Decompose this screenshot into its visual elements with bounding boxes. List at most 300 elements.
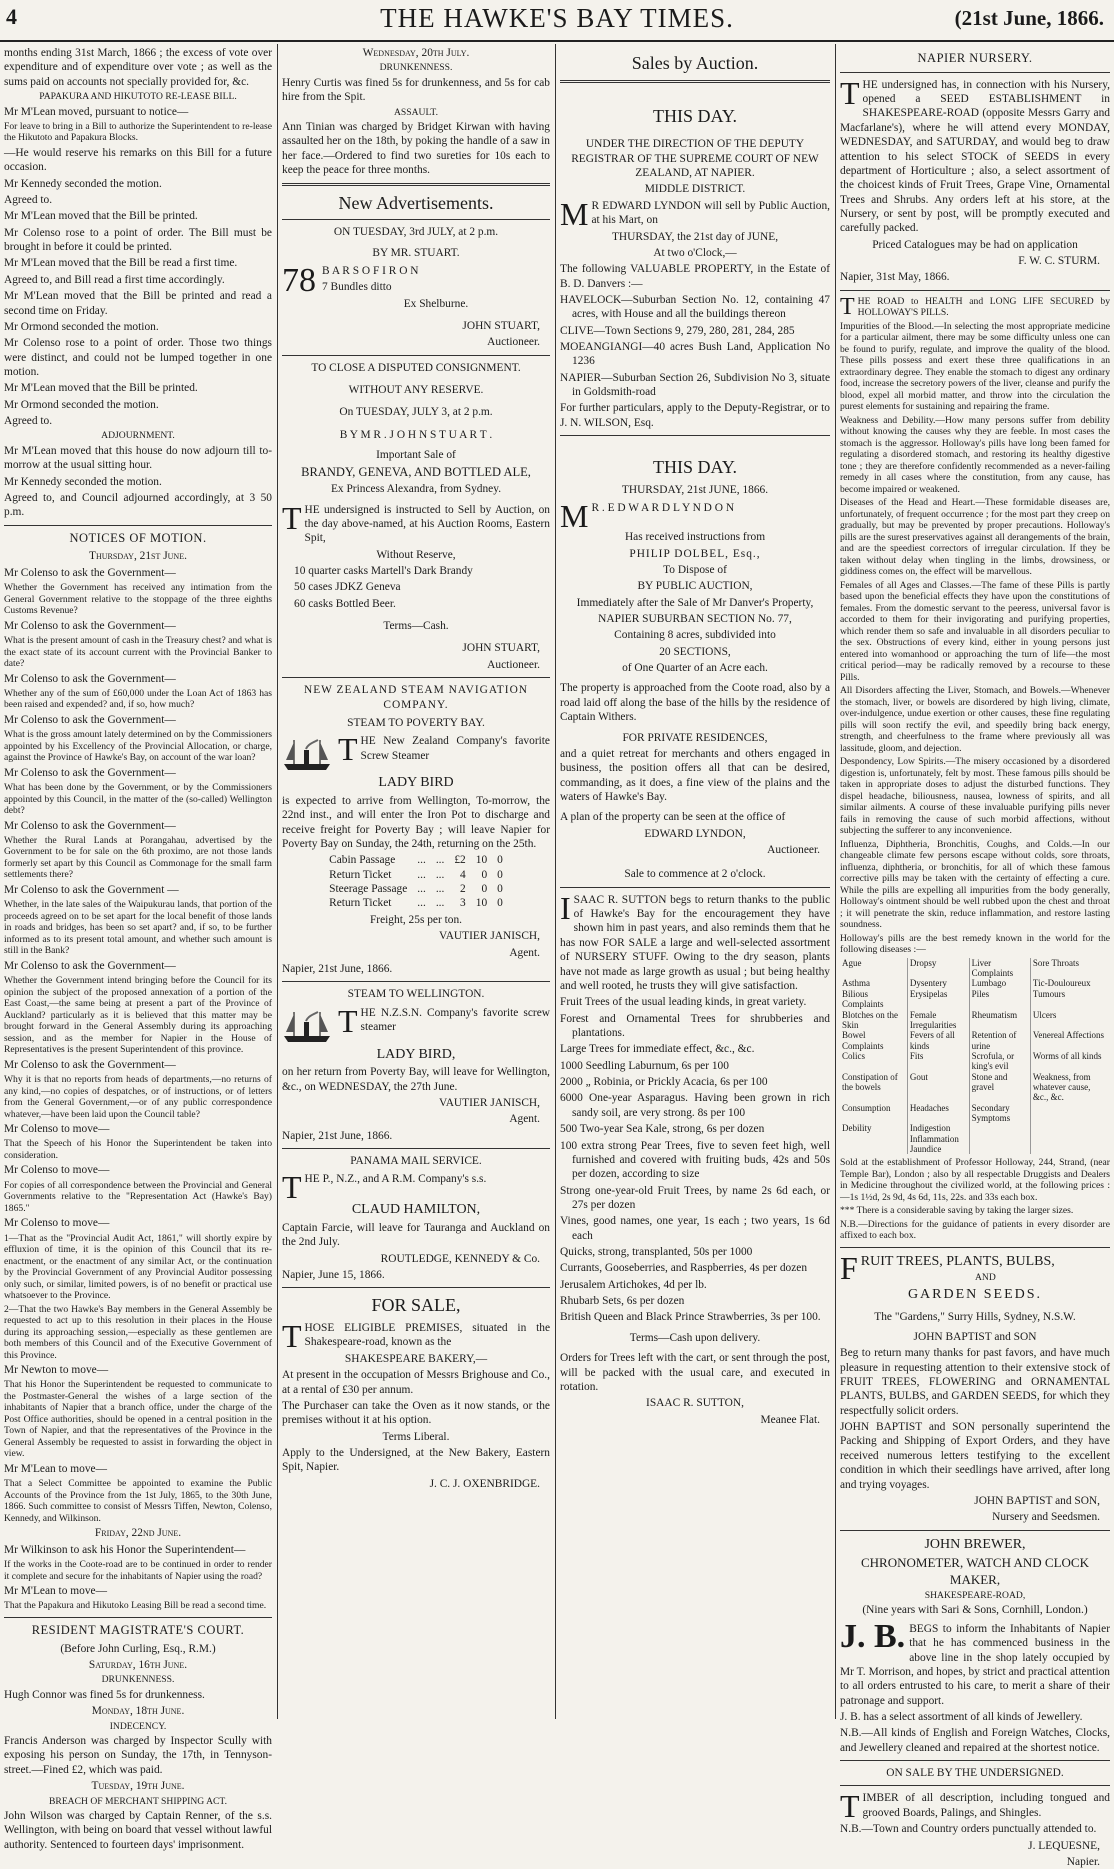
ad-line: B Y M R . J O H N S T U A R T . bbox=[339, 428, 493, 441]
signature-title: Auctioneer. bbox=[487, 658, 540, 671]
fare-cell: ... bbox=[417, 883, 426, 896]
fare-cell: 4 bbox=[460, 868, 466, 881]
fare-cell: Cabin Passage bbox=[329, 854, 396, 867]
section-heading: NOTICES OF MOTION. bbox=[69, 530, 207, 545]
drop-cap: T bbox=[840, 293, 855, 320]
motion-text: That the Papakura and Hikutoko Leasing Bill be read a second time. bbox=[4, 1600, 267, 1612]
ad-text: J. B. has a select assortment of all kinds of Jewellery. bbox=[840, 1710, 1083, 1723]
list-item: Quicks, strong, transplanted, 50s per 1000 bbox=[560, 1246, 753, 1259]
fare-row bbox=[324, 882, 508, 896]
list-item: MOEANGIANGI—40 acres Bush Land, Application No 1236 bbox=[560, 341, 830, 368]
motion-text: That a Select Committee be appointed to examine the Public Accounts of the Province from the 1st July, 1865, to the 30th June, 1866. Such committee to consist of Messrs Tiffen, Newton, Colenso, Kennedy, and Wilkinson. bbox=[4, 1478, 272, 1524]
ad-text: SAAC R. SUTTON begs to return thanks to the public of Hawke's Bay for the encouragement they have shown him in past years, and also reminds them that he has now FOR SALE a large and well-selected assortment of NURSERY STUFF. Owing to the dry season, plants have not made as large growth as usual ; but being healthy and well rooted, he trusts they will give satisfaction. bbox=[560, 893, 830, 992]
motion-text: What has been done by the Government, or by the Commissioners appointed by this Council, in the matter of the (so-called) Wellington debt? bbox=[4, 782, 272, 817]
divider bbox=[840, 1785, 1110, 1786]
motion-text: For leave to bring in a Bill to authorize the Superintendent to re-lease the Hikutoto and Papakura Blocks. bbox=[4, 120, 272, 144]
disease-cell: Colics bbox=[842, 1050, 866, 1061]
ad-heading: NEW ZEALAND STEAM NAVIGATION COMPANY. bbox=[303, 684, 529, 711]
dateline: Napier, 21st June, 1866. bbox=[282, 962, 393, 975]
disease-cell: Gout bbox=[907, 1072, 969, 1103]
ad-line: Containing 8 acres, subdivided into bbox=[614, 629, 776, 642]
ad-text: R . E D W A R D L Y N D O N bbox=[591, 502, 735, 515]
disease-cell: Debility bbox=[842, 1123, 872, 1134]
ad-line: STEAM TO POVERTY BAY. bbox=[347, 716, 485, 729]
ad-line: PHILIP DOLBEL, Esq., bbox=[629, 547, 761, 560]
paragraph: Mr M'Lean moved that the Bill be read a first time. bbox=[4, 257, 238, 270]
disease-row bbox=[840, 989, 1110, 1010]
motion-mover: Mr Colenso to move— bbox=[4, 1164, 110, 1177]
signature-title: Meanee Flat. bbox=[760, 1413, 820, 1426]
ad-line: Immediately after the Sale of Mr Danver's Property, bbox=[576, 596, 814, 609]
disease-cell bbox=[1030, 1144, 1110, 1154]
ad-line: ON TUESDAY, 3rd JULY, at 2 p.m. bbox=[333, 226, 499, 239]
ad-line: NAPIER SUBURBAN SECTION No. 77, bbox=[598, 613, 792, 625]
signature-title: Agent. bbox=[509, 1113, 540, 1126]
signature: ROUTLEDGE, KENNEDY & Co. bbox=[380, 1252, 540, 1265]
divider bbox=[840, 290, 1110, 291]
divider bbox=[282, 219, 550, 220]
motion-text: What is the gross amount lately determined on by the Commissioners appointed by his Excellency of the Provincial Allocation, or charge, against the Province of Hawke's Bay, on account of the war loan? bbox=[4, 729, 272, 764]
motion-mover: Mr Colenso to ask the Government— bbox=[4, 713, 176, 726]
column-2 bbox=[282, 46, 550, 1716]
motion-mover: Mr Colenso to move— bbox=[4, 1123, 110, 1136]
signature-title: Agent. bbox=[509, 946, 540, 959]
dateline: Napier, 31st May, 1866. bbox=[840, 271, 950, 284]
motion-mover: Mr Colenso to ask the Government— bbox=[4, 566, 176, 579]
paragraph: Agreed to. bbox=[4, 194, 53, 207]
ad-text: *** There is a considerable saving by taking the larger sizes. bbox=[840, 1205, 1074, 1217]
column-4 bbox=[840, 46, 1110, 1868]
fare-cell: £2 bbox=[454, 854, 466, 867]
disease-row bbox=[840, 978, 1110, 988]
section-heading: Sales by Auction. bbox=[631, 53, 759, 73]
divider bbox=[4, 525, 272, 526]
list-item: Currants, Gooseberries, and Raspberries, 4s per dozen bbox=[560, 1262, 808, 1275]
divider bbox=[560, 435, 830, 436]
ad-line: 7 Bundles ditto bbox=[322, 281, 392, 294]
ad-text: The Purchaser can take the Oven as it now stands, or the premises without it at his option. bbox=[282, 1399, 550, 1427]
list-item: Forest and Ornamental Trees for shrubberies and plantations. bbox=[560, 1012, 830, 1039]
ad-text: and a quiet retreat for merchants and others engaged in business, the position offers all that can be desired, commanding, as it does, a fine view of the plains and the waters of Hawke's Bay. bbox=[560, 747, 830, 803]
list-item: 1000 Seedling Laburnum, 6s per 100 bbox=[560, 1059, 729, 1072]
motion-mover: Mr Colenso to ask the Government— bbox=[4, 1058, 176, 1071]
signature-title: Nursery and Seedsmen. bbox=[992, 1511, 1100, 1524]
drop-cap: T bbox=[282, 1318, 302, 1355]
subheading: DRUNKENNESS. bbox=[101, 1674, 175, 1686]
fare-cell: ... bbox=[417, 868, 426, 881]
disease-cell: Female Irregularities bbox=[907, 1010, 969, 1031]
divider bbox=[560, 80, 830, 83]
fare-row bbox=[324, 853, 508, 867]
ad-text: HE N.Z.S.N. Company's favorite screw steamer bbox=[360, 1006, 550, 1033]
subheading: INDECENCY. bbox=[109, 1720, 167, 1732]
column-rule bbox=[277, 44, 278, 1719]
disease-row bbox=[840, 1144, 1110, 1154]
fare-cell: ... bbox=[435, 868, 445, 881]
subheading: ASSAULT. bbox=[394, 106, 438, 118]
ad-text: BEGS to inform the Inhabitants of Napier that he has commenced business in the above line in the shop lately occupied by Mr T. Morrison, and hopes, by strict and practical attention to all orders entrusted to his care, to merit a share of their patronage and support. bbox=[840, 1622, 1110, 1707]
disease-cell: Liver Complaints bbox=[969, 958, 1030, 979]
ad-line: Freight, 25s per ton. bbox=[369, 913, 463, 926]
ad-text: is expected to arrive from Wellington, To-morrow, the 22nd inst., and will enter the Iron Pot to discharge and receive freight for Poverty Bay ; will leave Napier for Poverty Bay on Sunday, the 24th, returning on the 25th. bbox=[282, 794, 550, 850]
ad-text: on her return from Poverty Bay, will leave for Wellington, &c., on WEDNESDAY, the 27th June. bbox=[282, 1066, 550, 1093]
divider bbox=[282, 183, 550, 186]
ad-line: The "Gardens," Surry Hills, Sydney, N.S.W. bbox=[874, 1310, 1076, 1323]
divider bbox=[282, 355, 550, 356]
fare-cell: 0 bbox=[497, 897, 503, 910]
ad-text: Weakness and Debility.—How many persons suffer from debility without knowing the causes why they are feeble. In most cases the stomach is the aggressor. Holloway's pills have long been famed for regulating a disordered stomach, and restoring its healthy digestive tone ; they are therefore confidently recommended as a never-failing remedy in all cases where the constitution, from any cause, has become impaired or weakened. bbox=[840, 414, 1110, 495]
list-item: NAPIER—Suburban Section 26, Subdivision No 3, situate in Goldsmith-road bbox=[560, 371, 830, 399]
disease-cell: Piles bbox=[969, 989, 1030, 1010]
subheading: Tuesday, 19th June. bbox=[91, 1780, 185, 1793]
ad-line: Priced Catalogues may be had on application bbox=[872, 238, 1078, 251]
ad-heading: STEAM TO WELLINGTON. bbox=[347, 988, 485, 1001]
paragraph: Mr Ormond seconded the motion. bbox=[4, 320, 159, 333]
disease-cell: Bowel Complaints bbox=[842, 1030, 884, 1051]
ad-line: FOR PRIVATE RESIDENCES, bbox=[622, 731, 768, 744]
ad-text: Holloway's pills are the best remedy known in the world for the following diseases :— bbox=[840, 932, 1110, 956]
ad-line: of One Quarter of an Acre each. bbox=[622, 662, 768, 675]
column-1 bbox=[4, 46, 272, 1851]
paragraph: Agreed to, and Bill read a first time accordingly. bbox=[4, 273, 225, 286]
ad-text: IMBER of all description, including tongued and grooved Boards, Palings, and Shingles. bbox=[862, 1792, 1110, 1819]
ad-text: Impurities of the Blood.—In selecting the most appropriate medicine for a particular ailment, there may be some difficulty unless one can be found to purify, regulate, and improve the quality of the blood. These pills possess and exert these three qualifications in an extraordinary degree. They enable the stomach to digest any ordinary food, increase the secretory powers of the liver, cleanse and purify the blood, expel all morbid matter, and throw into the circulation the purest elements for sustaining and repairing the frame. bbox=[840, 320, 1110, 413]
list-item: Strong one-year-old Fruit Trees, by name 2s 6d each, or 27s per dozen bbox=[560, 1184, 830, 1211]
drop-cap: T bbox=[840, 74, 860, 111]
motion-text: 2—That the two Hawke's Bay members in the General Assembly be requested to act up to this resolution in their places in the House during its approaching session,—especially as these gentlemen are both members of this Council and of the Executive Government of this Province. bbox=[4, 1303, 272, 1361]
disease-cell: Worms of all kinds bbox=[1030, 1051, 1110, 1072]
fare-cell: Return Ticket bbox=[329, 868, 392, 881]
disease-cell: Bilious Complaints bbox=[842, 988, 884, 1010]
ad-text: Orders for Trees left with the cart, or sent through the post, will be packed with the usual care, and executed in rotation. bbox=[560, 1352, 830, 1393]
newspaper-title: THE HAWKE'S BAY TIMES. bbox=[380, 3, 734, 33]
motion-mover: Mr Colenso to ask the Government— bbox=[4, 619, 176, 632]
disease-cell: Jaundice bbox=[907, 1144, 969, 1154]
signature-title: Napier. bbox=[1066, 1855, 1100, 1868]
ad-text: Influenza, Diphtheria, Bronchitis, Coughs, and Colds.—In our changeable climate few persons escape without colds, sore throats, influenza, diphtheria, or bronchitis, for all of which these famous corrective pills may be taken with the certainty of effecting a cure. While the pills are expelling all impurities from the body generally, Holloway's ointment should be well rubbed upon the chest and throat ; it will penetrate the skin, reduce inflammation, and restore lasting soundness. bbox=[840, 838, 1110, 931]
disease-row bbox=[840, 1134, 1110, 1144]
disease-cell: Sore Throats bbox=[1030, 958, 1110, 979]
subheading: Monday, 18th June. bbox=[91, 1705, 185, 1718]
ad-line: Ex Princess Alexandra, from Sydney. bbox=[330, 483, 502, 496]
motion-text: That his Honor the Superintendent be requested to communicate to the Postmaster-General the wishes of a large section of the inhabitants of Napier that a branch office, under the charge of the Post Office authorities, should be opened in a central position in the Town of Napier, and that the representatives of the Province in the General Assembly be requested to assist in forwarding the object in view. bbox=[4, 1379, 272, 1460]
signature: ISAAC R. SUTTON, bbox=[646, 1397, 744, 1410]
drop-cap: T bbox=[282, 1169, 302, 1206]
ad-text: HOSE ELIGIBLE PREMISES, situated in the Shakespeare-road, known as the bbox=[304, 1322, 550, 1349]
paragraph: Agreed to, and Council adjourned accordingly, at 3 50 p.m. bbox=[4, 491, 272, 519]
ad-text: N.B.—Directions for the guidance of patients in every disorder are affixed to each box. bbox=[840, 1218, 1110, 1242]
ship-name: CLAUD HAMILTON, bbox=[351, 1202, 481, 1218]
fare-row bbox=[324, 896, 508, 910]
disease-cell: Rheumatism bbox=[969, 1010, 1030, 1031]
motion-text: That the Speech of his Honor the Superintendent be taken into consideration. bbox=[4, 1138, 272, 1161]
paragraph: Ann Tinian was charged by Bridget Kirwan with having assaulted her on the 18th, by poking the handle of a saw in her face.—Ordered to find two sureties for 10s each to keep the peace for three months. bbox=[282, 121, 550, 177]
fare-cell: Steerage Passage bbox=[329, 883, 408, 896]
fare-cell: ... bbox=[435, 897, 445, 910]
list-item: HAVELOCK—Suburban Section No. 12, containing 47 acres, with House and all the buildings thereon bbox=[560, 293, 830, 321]
paragraph: Hugh Connor was fined 5s for drunkenness. bbox=[4, 1688, 205, 1701]
divider bbox=[4, 1617, 272, 1618]
ad-line: BRANDY, GENEVA, AND BOTTLED ALE, bbox=[301, 464, 531, 479]
ship-name: LADY BIRD, bbox=[376, 1046, 456, 1062]
divider bbox=[560, 887, 830, 888]
subheading: (Before John Curling, Esq., R.M.) bbox=[60, 1642, 216, 1655]
fare-cell: 0 bbox=[497, 883, 503, 896]
ad-line: Terms Liberal. bbox=[382, 1430, 450, 1443]
ad-line: Without Reserve, bbox=[376, 548, 456, 561]
ad-text: All Disorders affecting the Liver, Stomach, and Bowels.—Whenever the stomach, liver, or bowels are disordered by high living, climate, over-indulgence, undue exertion or other causes, these fine regulating pills will soon rectify the evil, and speedily bring back energy, strength, and cheerfulness to the frame where previously all was lassitude, gloom, and dejection. bbox=[840, 685, 1110, 754]
paragraph: Mr M'Lean moved that the Bill be printed. bbox=[4, 210, 198, 223]
fare-row bbox=[324, 868, 508, 882]
ad-line: THURSDAY, 21st JUNE, 1866. bbox=[621, 483, 769, 496]
motion-text: Whether the Government intend bringing before the Council for its opinion the subject of the proposed annexation of a portion of the East Coast,—the same being at present a part of the Province of Auckland? particularly as it is believed that this matter may be brought forward in the General Assembly during its approaching session, and as the member for Napier in the House of Representatives is the present Superintendent of this province. bbox=[4, 975, 272, 1056]
paragraph: John Wilson was charged by Captain Renner, of the s.s. Wellington, with being on board that vessel without lawful authority. Sentenced to fourteen days' imprisonment. bbox=[4, 1810, 272, 1851]
disease-cell: Stone and gravel bbox=[969, 1072, 1030, 1103]
initials-mark: J. B. bbox=[840, 1617, 906, 1655]
ad-text: HE New Zealand Company's favorite Screw Steamer bbox=[360, 735, 550, 762]
motion-text: What is the present amount of cash in the Treasury chest? and what is the exact state of its account current with the Provincial Banker to date? bbox=[4, 635, 272, 670]
disease-cell: Consumption bbox=[842, 1102, 891, 1113]
ad-heading: PANAMA MAIL SERVICE. bbox=[350, 1155, 482, 1167]
disease-cell bbox=[840, 1144, 907, 1154]
paragraph: Mr M'Lean moved, pursuant to notice— bbox=[4, 105, 189, 118]
divider bbox=[840, 1247, 1110, 1248]
disease-row bbox=[840, 1123, 1110, 1133]
ad-line: UNDER THE DIRECTION OF THE DEPUTY REGISTRAR OF THE SUPREME COURT OF NEW ZEALAND, AT NAPIER. bbox=[571, 138, 819, 180]
list-item: British Queen and Black Prince Strawberries, 3s per 100. bbox=[560, 1311, 821, 1324]
ad-line: Important Sale of bbox=[376, 449, 456, 462]
disease-cell: Ague bbox=[842, 957, 862, 968]
fare-cell: ... bbox=[435, 854, 445, 867]
ad-heading: THIS DAY. bbox=[652, 105, 738, 126]
subheading: Saturday, 16th June. bbox=[88, 1659, 188, 1672]
drop-cap: T bbox=[338, 1002, 358, 1039]
signature: JOHN BAPTIST and SON, bbox=[974, 1494, 1100, 1507]
disease-cell bbox=[840, 1134, 907, 1144]
paragraph: Mr Colenso rose to a point of order. The Bill must be brought in before it could be printed. bbox=[4, 226, 272, 254]
disease-cell: Tic-Douloureux bbox=[1030, 978, 1110, 988]
motion-mover: Mr M'Lean to move— bbox=[4, 1462, 107, 1475]
fare-cell: 0 bbox=[481, 883, 488, 896]
paragraph: Mr Colenso rose to a point of order. Those two things were distinct, and could not be lumped together in one motion. bbox=[4, 337, 272, 378]
fare-cell: 10 bbox=[475, 854, 488, 867]
disease-cell: Asthma bbox=[842, 978, 870, 989]
iron-bars-lot bbox=[282, 261, 550, 299]
disease-row bbox=[840, 958, 1110, 979]
fare-cell: 2 bbox=[460, 883, 466, 896]
ad-line: AND bbox=[975, 1272, 996, 1284]
list-item: 60 casks Bottled Beer. bbox=[294, 597, 396, 610]
disease-cell: Scrofula, or king's evil bbox=[969, 1051, 1030, 1072]
motion-mover: Mr Colenso to ask the Government— bbox=[4, 766, 176, 779]
disease-cell bbox=[969, 1144, 1030, 1154]
fare-cell: 0 bbox=[481, 868, 488, 881]
list-item: Fruit Trees of the usual leading kinds, in great variety. bbox=[560, 996, 807, 1009]
signature: VAUTIER JANISCH, bbox=[438, 1096, 540, 1109]
disease-row bbox=[840, 1072, 1110, 1103]
steamship-icon bbox=[282, 1008, 334, 1046]
section-heading: New Advertisements. bbox=[338, 192, 494, 213]
disease-cell: Fevers of all kinds bbox=[907, 1030, 969, 1051]
ad-line: WITHOUT ANY RESERVE. bbox=[348, 384, 484, 397]
dateline: Napier, June 15, 1866. bbox=[282, 1269, 385, 1282]
signature: F. W. C. STURM. bbox=[1018, 255, 1100, 268]
list-item: Vines, good names, one year, 1s each ; two years, 1s 6d each bbox=[560, 1215, 830, 1242]
motion-mover: Mr Colenso to ask the Government— bbox=[4, 672, 176, 685]
ad-line: SHAKESPEARE-ROAD, bbox=[924, 1589, 1026, 1601]
list-item: Jerusalem Artichokes, 4d per lb. bbox=[560, 1278, 707, 1291]
section-heading: ADJOURNMENT. bbox=[101, 430, 175, 442]
signature: EDWARD LYNDON, bbox=[644, 827, 746, 840]
disease-row bbox=[840, 1010, 1110, 1031]
ad-heading: JOHN BREWER, bbox=[924, 1536, 1026, 1552]
subheading: BREACH OF MERCHANT SHIPPING ACT. bbox=[49, 1795, 227, 1807]
signature: J. C. J. OXENBRIDGE. bbox=[429, 1477, 540, 1490]
motion-mover: Mr M'Lean to move— bbox=[4, 1585, 107, 1598]
signature: JOHN STUART, bbox=[462, 319, 540, 332]
ad-text: JOHN BAPTIST and SON personally superintend the Packing and Shipping of Export Orders, and they have received numerous letters testifying to the excellent condition in which their seedlings have arrived, after long and trying voyages. bbox=[840, 1421, 1110, 1491]
disease-cell: Indigestion bbox=[907, 1123, 969, 1133]
disease-cell: Secondary Symptoms bbox=[969, 1103, 1030, 1124]
drop-cap: T bbox=[840, 1788, 860, 1825]
ad-text: At present in the occupation of Messrs Brighouse and Co., at a rental of £30 per annum. bbox=[282, 1369, 550, 1396]
fare-cell: Return Ticket bbox=[329, 897, 392, 910]
paragraph: Mr M'Lean moved that this house do now adjourn till to-morrow at the usual sitting hour. bbox=[4, 444, 272, 472]
ad-heading: NAPIER NURSERY. bbox=[917, 51, 1033, 65]
list-item: 100 extra strong Pear Trees, five to seven feet high, well furnished and covered with fruiting buds, 42s and 50s per dozen, according to size bbox=[560, 1139, 830, 1181]
subheading: Wednesday, 20th July. bbox=[362, 47, 470, 59]
disease-cell bbox=[1030, 1123, 1110, 1133]
ad-line: BY MR. STUART. bbox=[372, 246, 460, 259]
motion-mover: Mr Wilkinson to ask his Honor the Superintendent— bbox=[4, 1543, 246, 1556]
divider bbox=[840, 72, 1110, 73]
signature: VAUTIER JANISCH, bbox=[438, 930, 540, 943]
ad-text: N.B.—Town and Country orders punctually attended to. bbox=[840, 1823, 1097, 1836]
ad-text: Captain Farcie, will leave for Tauranga and Auckland on the 2nd July. bbox=[282, 1221, 550, 1249]
ad-text: Females of all Ages and Classes.—The fame of these Pills is partly based upon the beneficial effects they have upon the constitutions of females. From the domestic servant to the peeress, universal favor is accorded to them for their invigorating and purifying properties, which render them so safe and invaluable in all disorders peculiar to the sex. Obstructions of every kind, either in young persons just entered into womanhood or approaching the turn of life—the most critical period—may be radically removed by a recourse to these Pills. bbox=[840, 579, 1110, 683]
ad-text: HE undersigned has, in connection with his Nursery, opened a SEED ESTABLISHMENT in SHAKESPEARE-ROAD (opposite Messrs Garry and Macfarlane's), where he will attend every MONDAY, WEDNESDAY, and SATURDAY, and would beg to draw attention to his select STOCK of SEEDS in every department of Horticulture ; also, a select assortment of the choicest kinds of Fruit Trees, Grape Vine, Ornamental Trees and Shrubs. Any orders left at his store, at the Nursery, or sent by post, will be promptly executed and carefully packed. bbox=[840, 78, 1110, 235]
disease-cell: Fits bbox=[907, 1051, 969, 1072]
ship-name: LADY BIRD bbox=[378, 775, 454, 791]
ad-line: SHAKESPEARE BAKERY,— bbox=[344, 1352, 488, 1365]
ad-line: 20 SECTIONS, bbox=[659, 645, 731, 658]
disease-cell bbox=[1030, 1103, 1110, 1124]
drop-cap: T bbox=[338, 731, 358, 768]
disease-cell: Ulcers bbox=[1030, 1010, 1110, 1031]
steamship-icon bbox=[282, 736, 334, 774]
ad-line: Terms—Cash. bbox=[383, 620, 449, 633]
signature: JOHN STUART, bbox=[462, 642, 540, 655]
ad-line: Sale to commence at 2 o'clock. bbox=[624, 868, 766, 881]
fare-cell: 0 bbox=[497, 854, 503, 867]
fare-cell: ... bbox=[417, 854, 426, 867]
divider bbox=[282, 1287, 550, 1288]
paragraph: —He would reserve his remarks on this Bill for a future occasion. bbox=[4, 146, 272, 174]
paragraph: Agreed to. bbox=[4, 415, 53, 428]
disease-row bbox=[840, 1051, 1110, 1072]
ad-heading: RUIT TREES, PLANTS, BULBS, bbox=[860, 1253, 1055, 1269]
ad-text: The property is approached from the Coote road, also by a road laid off along the base of the hills by the residence of Captain Withers. bbox=[560, 682, 830, 724]
ad-line: THURSDAY, the 21st day of JUNE, bbox=[611, 230, 779, 243]
page-number: 4 bbox=[6, 4, 17, 29]
signature-title: Auctioneer. bbox=[767, 844, 820, 857]
signature: J. LEQUESNE, bbox=[1028, 1839, 1100, 1852]
paragraph: months ending 31st March, 1866 ; the excess of vote over expenditure and of expenditure over vote ; as well as the sums paid on accounts not specially provided for, &c. bbox=[4, 47, 272, 88]
drop-cap: I bbox=[560, 889, 571, 926]
motion-text: For copies of all correspondence between the Provincial and General Governments relative to the "Representation Act (Hawke's Bay) 1865." bbox=[4, 1179, 272, 1214]
disease-cell: Venereal Affections bbox=[1030, 1030, 1110, 1051]
ad-line: Has received instructions from bbox=[624, 531, 766, 544]
disease-cell: Dropsy bbox=[907, 958, 969, 979]
ad-text: Beg to return many thanks for past favors, and have much pleasure in requesting attention to their extensive stock of FRUIT TREES, FLOWERING and ORNAMENTAL PLANTS, BULBS, and GARDEN SEEDS, for which they respectfully solicit orders. bbox=[840, 1347, 1110, 1417]
ad-text: HE P., N.Z., and A R.M. Company's s.s. bbox=[304, 1173, 487, 1186]
ad-heading: CHRONOMETER, WATCH AND CLOCK MAKER, bbox=[861, 1555, 1089, 1587]
list-item: 50 cases JDKZ Geneva bbox=[294, 581, 401, 594]
subheading: Friday, 22nd June. bbox=[94, 1527, 182, 1540]
motion-text: Why it is that no reports from heads of departments,—no returns of any kind,—no copies of despatches, or of instructions, or of letters from the General Government,—or of any public correspondence whatever,—have been laid upon the Council table? bbox=[4, 1074, 272, 1120]
diseases-table bbox=[840, 958, 1110, 1155]
disease-cell: Lumbago bbox=[969, 978, 1030, 988]
ad-line: Ex Shelburne. bbox=[403, 297, 469, 310]
list-item: 10 quarter casks Martell's Dark Brandy bbox=[294, 565, 473, 578]
ad-heading: THIS DAY. bbox=[652, 457, 738, 478]
disease-cell: Blotches on the Skin bbox=[842, 1009, 898, 1030]
motion-mover: Mr Colenso to ask the Government— bbox=[4, 959, 176, 972]
disease-cell bbox=[969, 1134, 1030, 1144]
disease-cell: Dysentery bbox=[907, 978, 969, 988]
motion-text: Whether the Government has received any intimation from the General Government relative to the stoppage of the three eighths Customs Revenue? bbox=[4, 582, 272, 617]
list-item: Rhubarb Sets, 6s per dozen bbox=[560, 1295, 685, 1308]
ad-text: Apply to the Undersigned, at the New Bakery, Eastern Spit, Napier. bbox=[282, 1446, 550, 1474]
divider bbox=[282, 981, 550, 982]
motion-text: Whether the Rural Lands at Porangahau, advertised by the Government to be for sale on the 6th proximo, are not those lands formerly set apart by this Council as Commonage for the small farm settlements there? bbox=[4, 834, 272, 881]
ad-text: Sold at the establishment of Professor Holloway, 244, Strand, (near Temple Bar), London ; also by all respectable Druggists and Dealers in Medicine throughout the civilized world, at the following prices :—1s 1½d, 2s 9d, 4s 6d, 11s, 22s. and 33s each box. bbox=[840, 1157, 1110, 1203]
ad-text: R EDWARD LYNDON will sell by Public Auction, at his Mart, on bbox=[591, 199, 830, 227]
motion-mover: Mr Colenso to ask the Government — bbox=[4, 883, 179, 896]
motion-mover: Mr Newton to move— bbox=[4, 1364, 109, 1377]
lot-number: 78 bbox=[282, 261, 316, 299]
disease-cell: Inflammation bbox=[907, 1134, 969, 1144]
paragraph: Mr M'Lean moved that the Bill be printed and read a second time on Friday. bbox=[4, 290, 272, 317]
column-rule bbox=[555, 44, 556, 1719]
ad-text: The following VALUABLE PROPERTY, in the Estate of B. D. Danvers :— bbox=[560, 263, 830, 290]
disease-cell: Headaches bbox=[907, 1103, 969, 1124]
list-item: CLIVE—Town Sections 9, 279, 280, 281, 284, 285 bbox=[560, 324, 795, 337]
disease-cell: Erysipelas bbox=[907, 989, 969, 1010]
paragraph: Mr Ormond seconded the motion. bbox=[4, 398, 159, 411]
ad-heading: FOR SALE, bbox=[371, 1295, 461, 1316]
divider bbox=[282, 677, 550, 678]
paragraph: Mr Kennedy seconded the motion. bbox=[4, 177, 162, 190]
subheading: Thursday, 21st June. bbox=[89, 550, 187, 563]
disease-cell: Constipation of the bowels bbox=[842, 1071, 898, 1092]
ad-line: BY PUBLIC AUCTION, bbox=[637, 580, 753, 593]
motion-text: Whether, in the late sales of the Waipukurau lands, that portion of the proceeds agreed on to be set apart for the local benefit of those lands in roads and bridges, has been so set apart? and, if so, to be further informed as to its present total amount, and whether such amount is still in the Bank? bbox=[4, 899, 272, 957]
drop-cap: M bbox=[560, 195, 589, 232]
ad-line: (Nine years with Sari & Sons, Cornhill, London.) bbox=[862, 1604, 1088, 1617]
drop-cap: M bbox=[560, 498, 589, 535]
subheading: DRUNKENNESS. bbox=[379, 62, 453, 74]
paragraph: Francis Anderson was charged by Inspector Scully with exposing his person on Sunday, the 17th, in Tennyson-street.—Fined £2, which was paid. bbox=[4, 1735, 272, 1776]
list-item: 500 Two-year Sea Kale, strong, 6s per dozen bbox=[560, 1123, 765, 1136]
section-heading: PAPAKURA AND HIKUTOTO RE-LEASE BILL. bbox=[39, 91, 237, 103]
ad-text: For further particulars, apply to the Deputy-Registrar, or to J. N. WILSON, Esq. bbox=[560, 402, 830, 429]
drop-cap: F bbox=[840, 1249, 858, 1286]
list-item: 2000 „ Robinia, or Prickly Acacia, 6s per 100 bbox=[560, 1076, 768, 1089]
signature-title: Auctioneer. bbox=[487, 336, 540, 349]
motion-mover: Mr Colenso to move— bbox=[4, 1217, 110, 1230]
ad-line: To Dispose of bbox=[663, 563, 727, 576]
